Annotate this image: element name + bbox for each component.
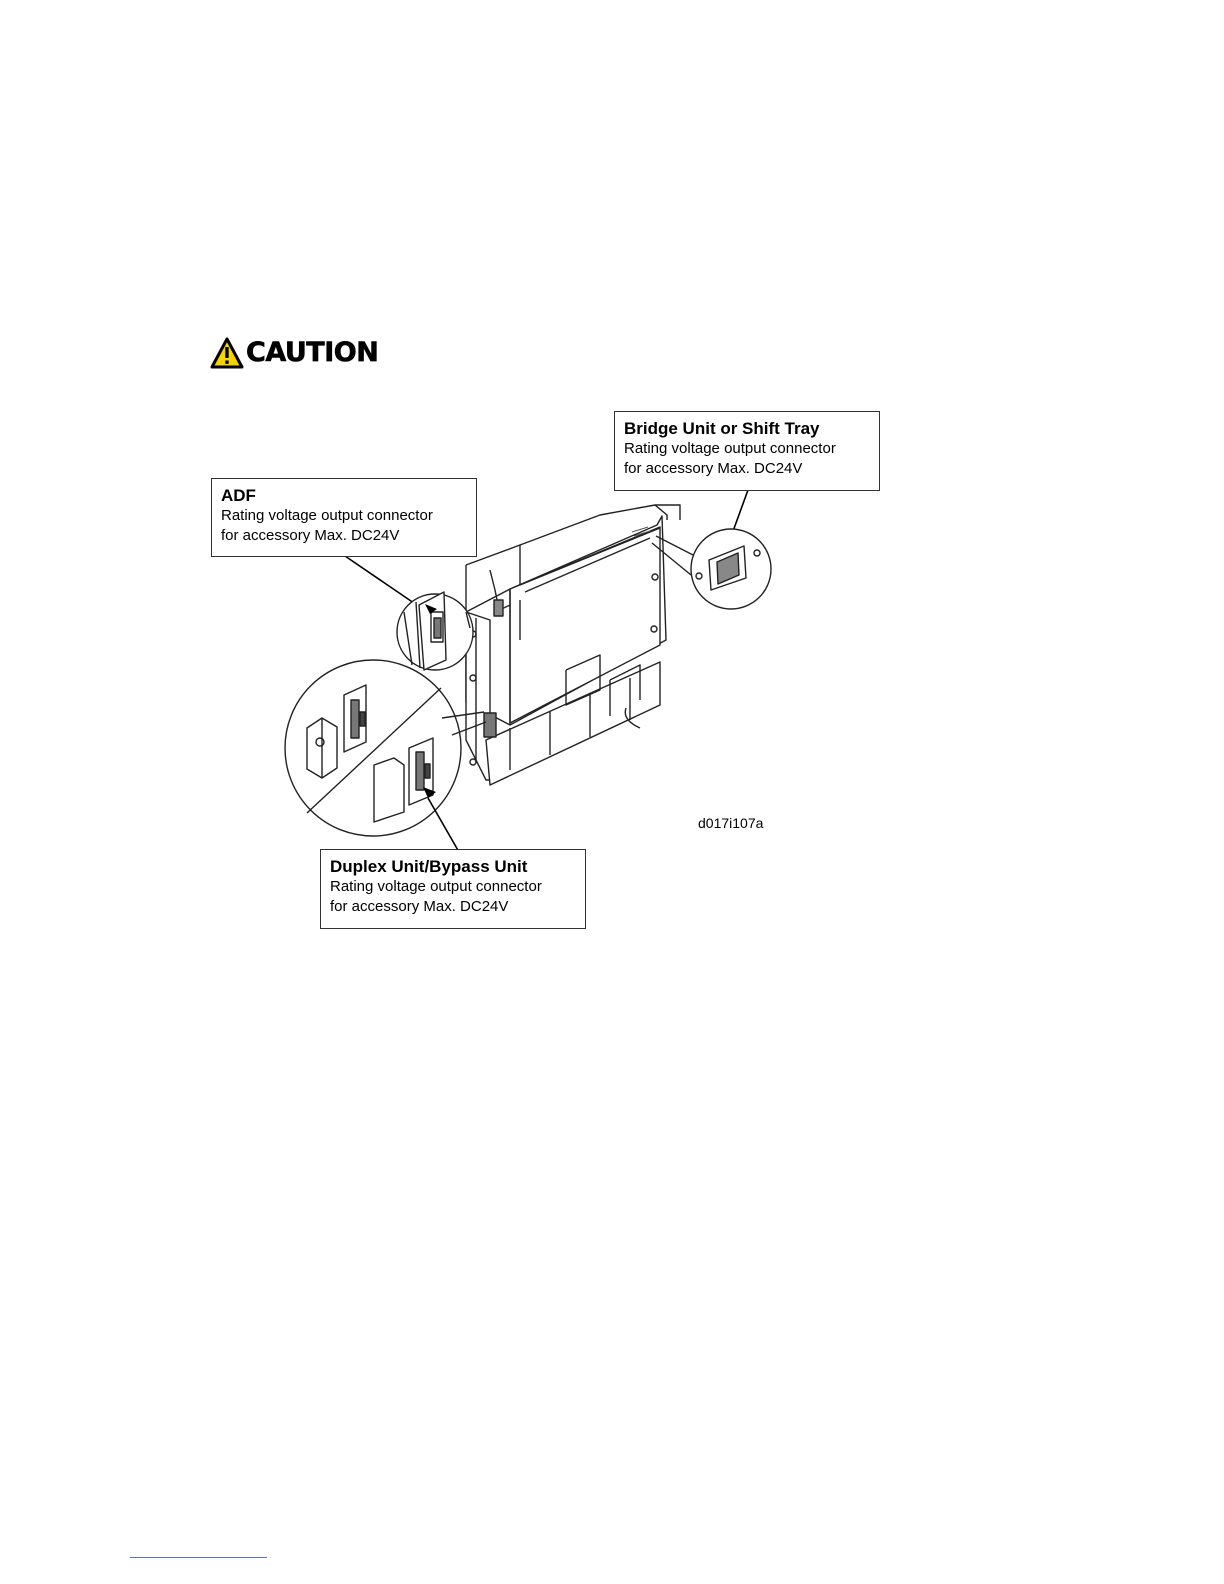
bridge-callout-title: Bridge Unit or Shift Tray	[624, 419, 820, 438]
adf-callout-line2: for accessory Max. DC24V	[221, 527, 400, 544]
adf-callout-title: ADF	[221, 486, 256, 505]
duplex-leader	[428, 798, 459, 852]
caution-label: CAUTION	[246, 337, 379, 368]
figure-code: d017i107a	[698, 815, 764, 831]
adf-callout	[211, 478, 477, 557]
bridge-callout-line2: for accessory Max. DC24V	[624, 460, 803, 477]
bridge-zoom-circle	[691, 529, 771, 609]
duplex-callout-line2: for accessory Max. DC24V	[330, 898, 509, 915]
duplex-callout-title: Duplex Unit/Bypass Unit	[330, 857, 528, 876]
duplex-callout	[320, 849, 586, 929]
bridge-callout	[614, 411, 880, 491]
footnote-rule	[130, 1557, 267, 1558]
machine-body	[466, 505, 680, 785]
bridge-callout-line1: Rating voltage output connector	[624, 440, 836, 457]
adf-zoom-circle	[397, 592, 473, 670]
adf-callout-line1: Rating voltage output connector	[221, 507, 433, 524]
duplex-callout-line1: Rating voltage output connector	[330, 878, 542, 895]
